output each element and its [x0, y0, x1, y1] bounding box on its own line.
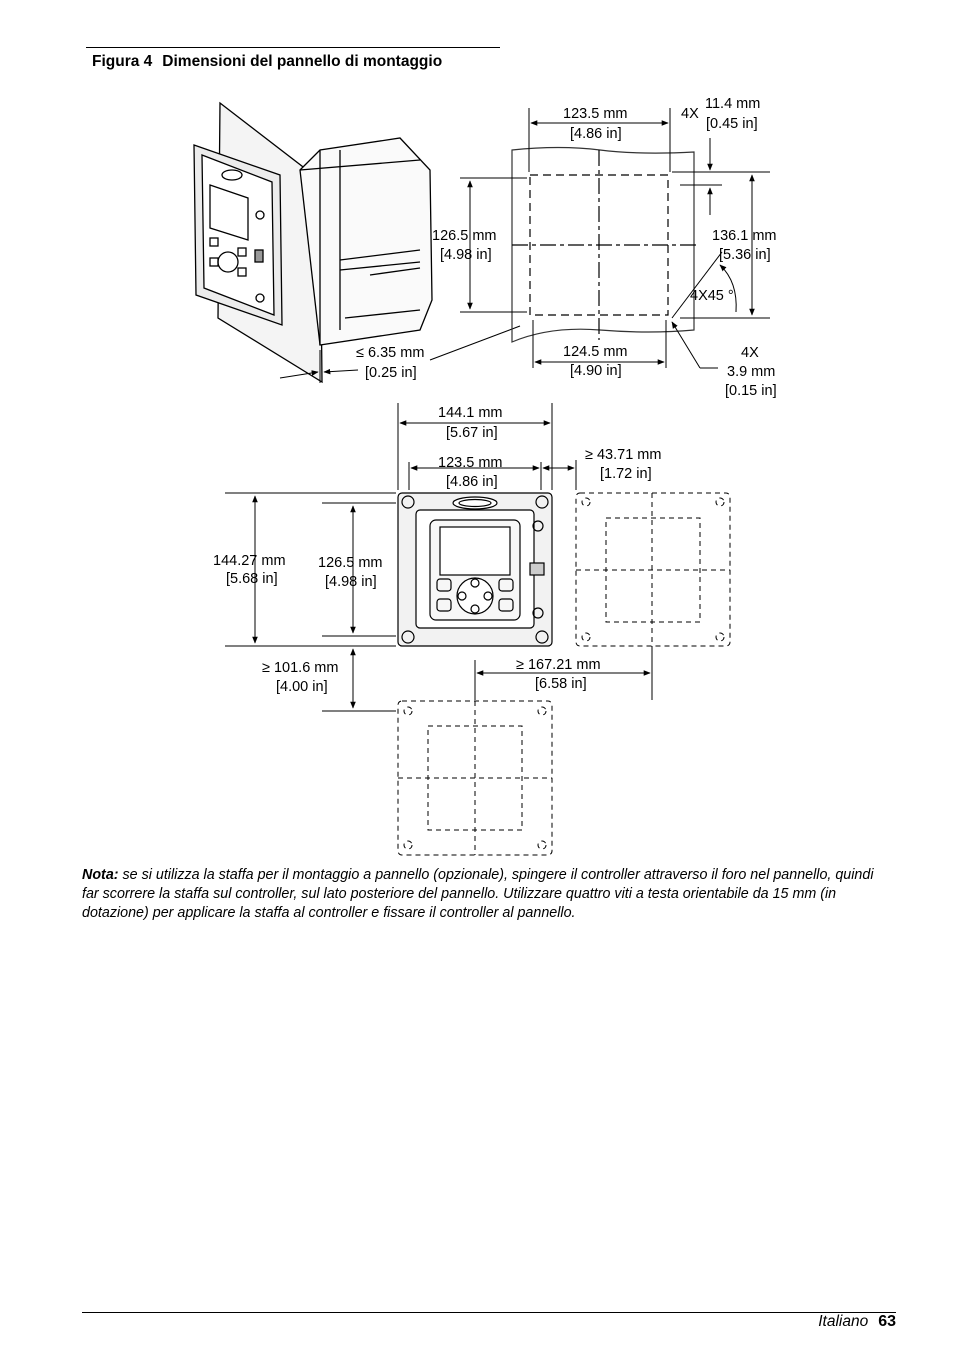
mounting-plate-bottom: [398, 701, 552, 855]
overall-height-in: [5.68 in]: [226, 571, 278, 587]
note-label: Nota:: [82, 867, 119, 883]
cutout-width-mm: 123.5 mm: [563, 106, 628, 122]
page-footer: [818, 1313, 896, 1331]
note-text: se si utilizza la staffa per il montaggio a pannello (opzionale), spingere il controller attraverso il foro nel pannello, quindi far scorrere la staffa sul controller, sul lato posteriore del pannello. Utilizzare quattro viti a testa orientabile da 15 mm (in dotazione) per applicare la staffa al controller e fissare il controller al pannello.: [82, 867, 874, 921]
figure-caption: Dimensioni del pannello di montaggio: [162, 53, 443, 70]
page-number: 63: [878, 1313, 896, 1330]
radius-mm: 3.9 mm: [727, 364, 776, 380]
overall-height-mm: 144.27 mm: [213, 553, 286, 569]
controller-front-drawing: [398, 493, 552, 646]
cutout-width-in: [4.86 in]: [570, 126, 622, 142]
corner-count-top: 4X: [681, 106, 699, 122]
cutout-bottom-width-mm: 124.5 mm: [563, 344, 628, 360]
radius-count: 4X: [741, 345, 759, 361]
pitch-in: [6.58 in]: [535, 676, 587, 692]
controller-perspective-drawing: [194, 103, 432, 382]
corner-size-mm: 11.4 mm: [705, 96, 761, 112]
cutout-height-mm: 126.5 mm: [432, 228, 497, 244]
plate-height-in: [5.36 in]: [719, 247, 771, 263]
angle-label: 4X45 °: [690, 288, 734, 304]
corner-size-in: [0.45 in]: [706, 116, 758, 132]
footer-rule: [82, 1312, 896, 1313]
front-inner-width-mm: 123.5 mm: [438, 455, 503, 471]
radius-in: [0.15 in]: [725, 383, 777, 399]
cutout-bottom-width-in: [4.90 in]: [570, 363, 622, 379]
overall-width-in: [5.67 in]: [446, 425, 498, 441]
panel-thickness-in: [0.25 in]: [365, 365, 417, 381]
overall-width-mm: 144.1 mm: [438, 405, 503, 421]
front-inner-height-mm: 126.5 mm: [318, 555, 383, 571]
panel-cutout-drawing: [512, 148, 700, 343]
panel-thickness-mm: ≤ 6.35 mm: [356, 345, 425, 361]
footer-language: Italiano: [818, 1313, 869, 1330]
cutout-height-in: [4.98 in]: [440, 247, 492, 263]
spacing-side-in: [1.72 in]: [600, 466, 652, 482]
spacing-side-mm: ≥ 43.71 mm: [585, 447, 662, 463]
spacing-bottom-in: [4.00 in]: [276, 679, 328, 695]
note-paragraph: [82, 866, 882, 923]
spacing-bottom-mm: ≥ 101.6 mm: [262, 660, 339, 676]
pitch-mm: ≥ 167.21 mm: [516, 657, 601, 673]
plate-height-mm: 136.1 mm: [712, 228, 777, 244]
figure-number: Figura 4: [92, 53, 153, 70]
front-inner-width-in: [4.86 in]: [446, 474, 498, 490]
front-inner-height-in: [4.98 in]: [325, 574, 377, 590]
